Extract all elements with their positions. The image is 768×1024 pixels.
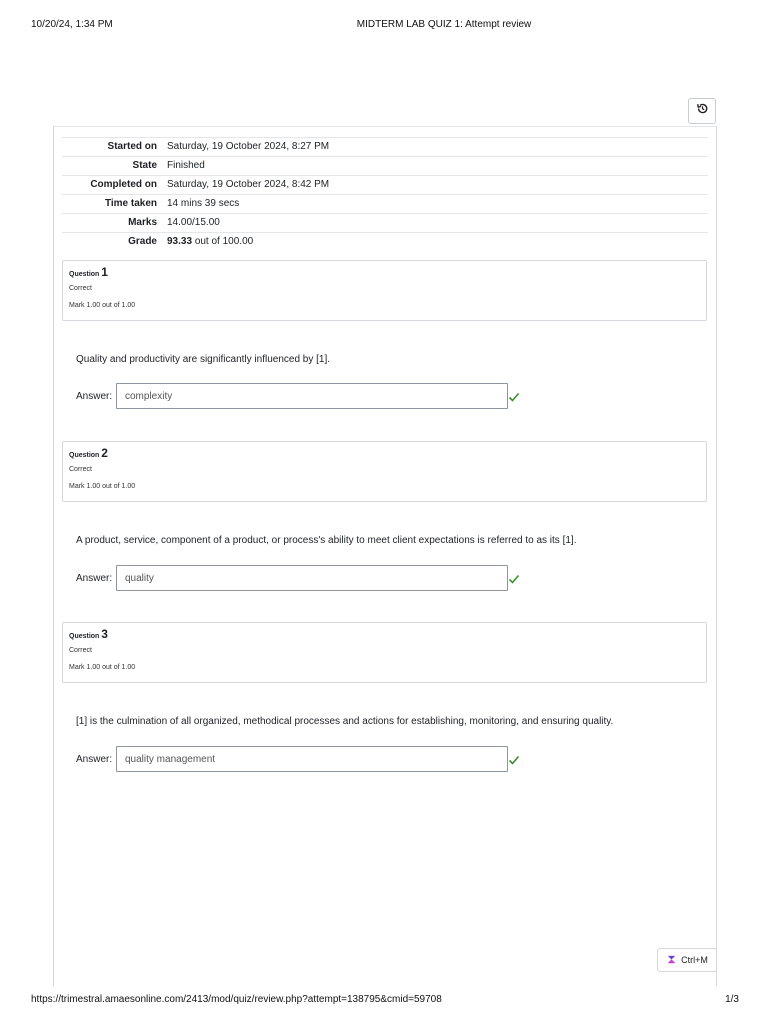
question-label: Question <box>69 452 100 459</box>
question-number: 2 <box>101 446 108 460</box>
shortcut-badge[interactable] <box>657 948 717 972</box>
answer-field-3[interactable]: quality management <box>116 746 508 772</box>
question-state: Correct <box>69 466 92 473</box>
summary-row-marks <box>62 214 708 233</box>
question-number: 1 <box>101 265 108 279</box>
state-value: Finished <box>162 157 708 176</box>
marks-value: 14.00/15.00 <box>162 214 708 233</box>
started-on-label: Started on <box>62 138 162 157</box>
grade-label: Grade <box>62 233 162 252</box>
completed-on-value: Saturday, 19 October 2024, 8:42 PM <box>162 176 708 195</box>
answer-field-2[interactable]: quality <box>116 565 508 591</box>
question-text-1: Quality and productivity are significantly influenced by [1]. <box>76 354 331 365</box>
time-taken-label: Time taken <box>62 195 162 214</box>
reset-view-button[interactable] <box>688 98 716 124</box>
question-number: 3 <box>101 627 108 641</box>
started-on-value: Saturday, 19 October 2024, 8:27 PM <box>162 138 708 157</box>
completed-on-label: Completed on <box>62 176 162 195</box>
summary-row-started <box>62 138 708 157</box>
content-frame-left <box>53 126 54 986</box>
checkmark-icon <box>508 572 520 584</box>
answer-label-1: Answer: <box>76 391 113 402</box>
summary-row-grade <box>62 233 708 252</box>
answer-label-3: Answer: <box>76 754 113 765</box>
question-heading <box>69 265 700 282</box>
checkmark-icon <box>508 753 520 765</box>
question-label: Question <box>69 271 100 278</box>
summary-row-state <box>62 157 708 176</box>
question-text-3: [1] is the culmination of all organized, methodical processes and actions for establishing, monitoring, and ensuring quality. <box>76 716 614 727</box>
question-text-2: A product, service, component of a product, or process's ability to meet client expectations is referred to as its [1]. <box>76 535 577 546</box>
checkmark-icon <box>508 390 520 402</box>
content-frame-right <box>716 126 717 986</box>
question-mark: Mark 1.00 out of 1.00 <box>69 483 136 490</box>
state-label: State <box>62 157 162 176</box>
answer-label-2: Answer: <box>76 573 113 584</box>
answer-field-1[interactable]: complexity <box>116 383 508 409</box>
content-frame-top <box>53 126 717 127</box>
time-taken-value: 14 mins 39 secs <box>162 195 708 214</box>
question-mark: Mark 1.00 out of 1.00 <box>69 302 136 309</box>
shortcut-label: Ctrl+M <box>681 955 708 965</box>
question-state: Correct <box>69 647 92 654</box>
question-state: Correct <box>69 285 92 292</box>
summary-row-completed <box>62 176 708 195</box>
question-heading <box>69 446 700 463</box>
brand-icon <box>666 954 677 967</box>
summary-row-time <box>62 195 708 214</box>
question-info-3 <box>62 622 707 683</box>
attempt-summary-table <box>62 137 708 251</box>
print-page-number: 1/3 <box>725 994 739 1005</box>
question-mark: Mark 1.00 out of 1.00 <box>69 664 136 671</box>
question-info-1 <box>62 260 707 321</box>
question-info-2 <box>62 441 707 502</box>
grade-value: 93.33 <box>167 236 193 247</box>
question-label: Question <box>69 633 100 640</box>
history-icon <box>696 102 709 120</box>
marks-label: Marks <box>62 214 162 233</box>
print-url: https://trimestral.amaesonline.com/2413/mod/quiz/review.php?attempt=138795&cmid=59708 <box>31 994 442 1005</box>
question-heading <box>69 627 700 644</box>
print-page-title: MIDTERM LAB QUIZ 1: Attempt review <box>356 19 532 30</box>
print-datetime: 10/20/24, 1:34 PM <box>31 19 113 30</box>
grade-suffix: out of 100.00 <box>194 236 254 247</box>
grade-value-cell <box>162 233 708 252</box>
